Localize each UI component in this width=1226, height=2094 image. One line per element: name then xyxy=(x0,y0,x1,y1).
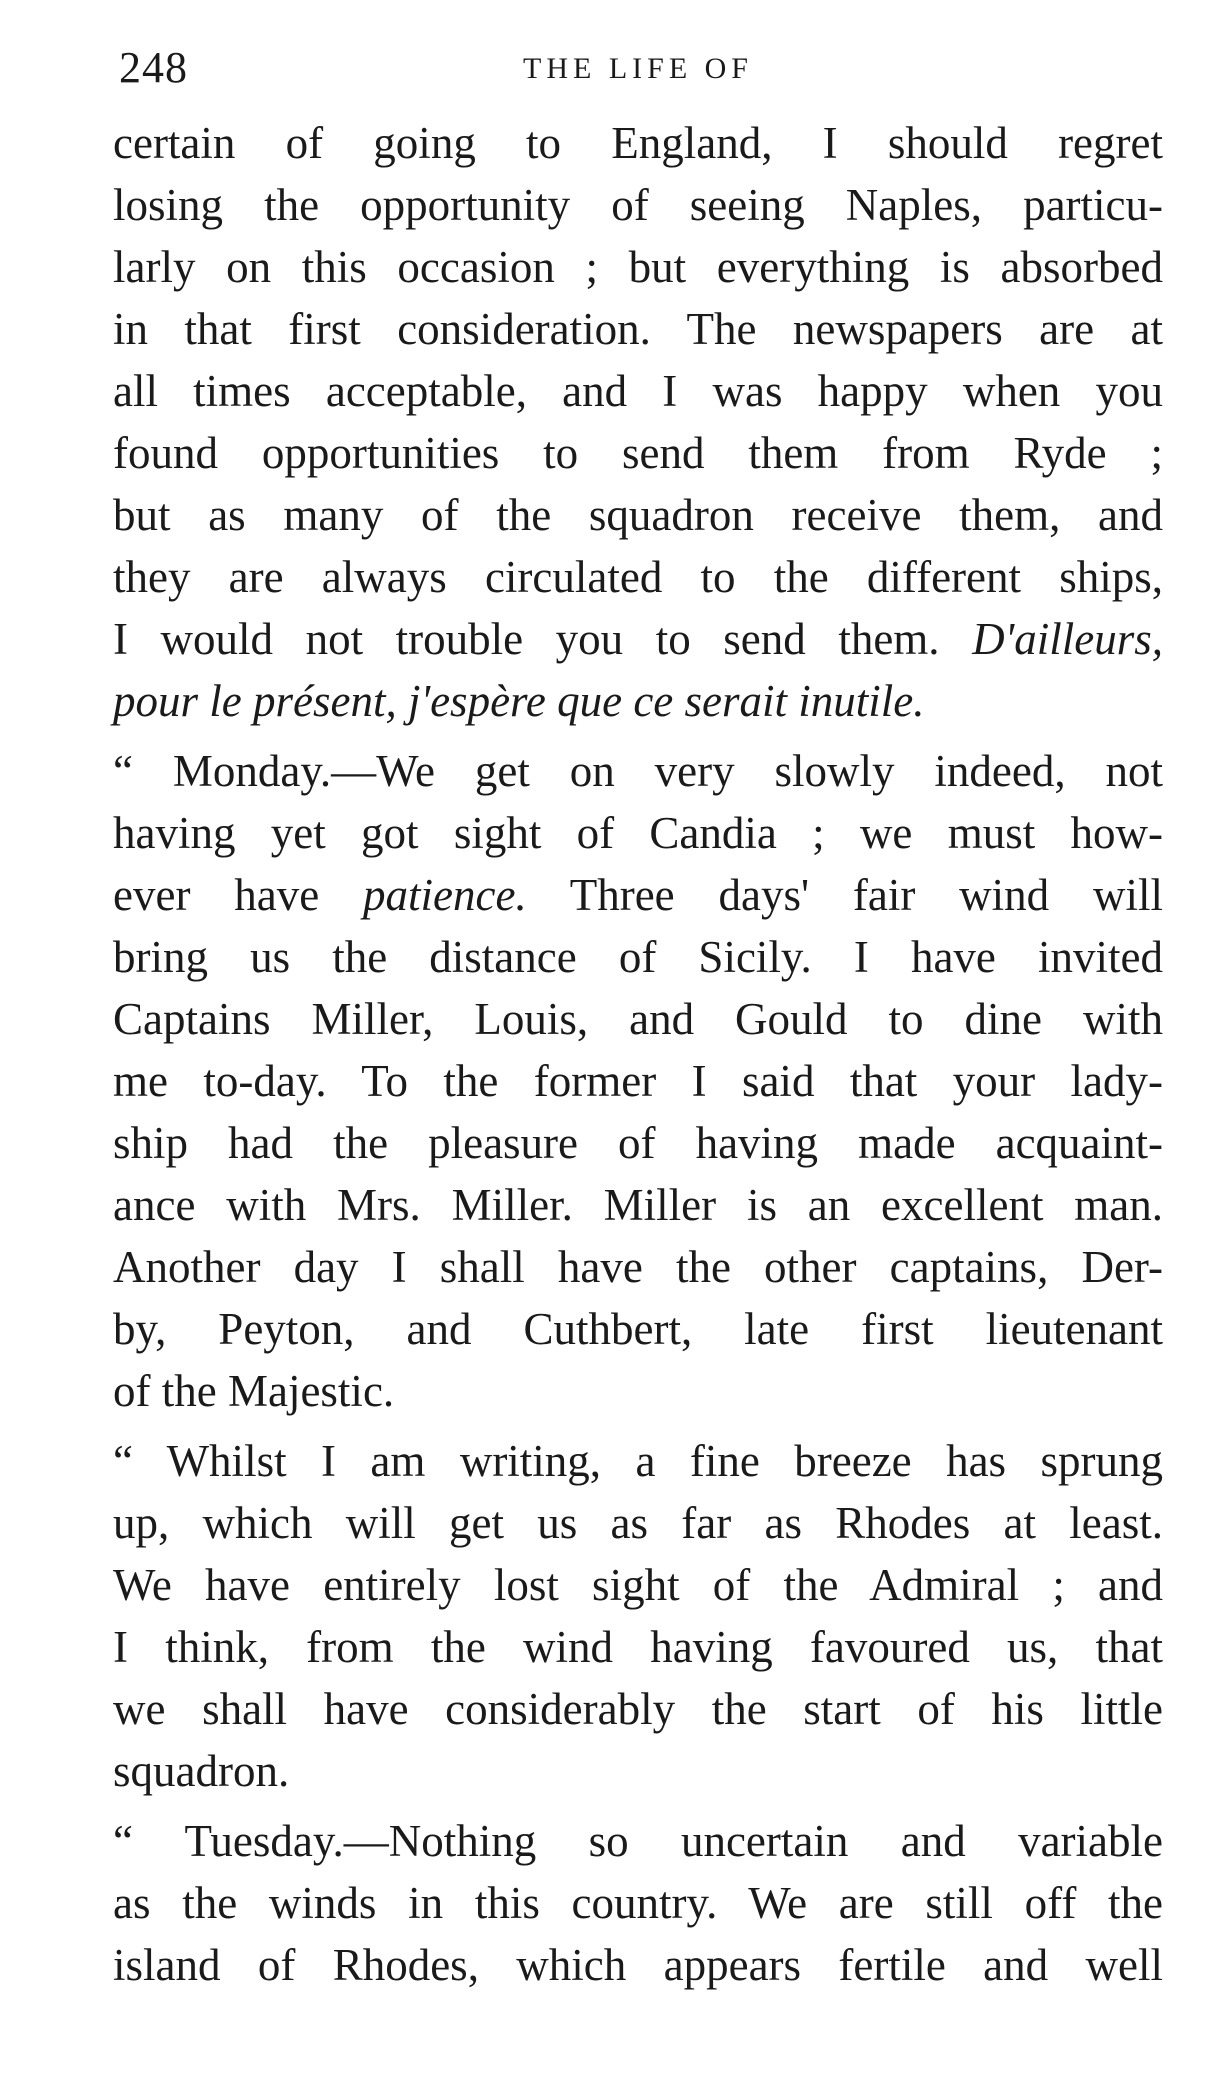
italic-phrase: patience. xyxy=(363,870,527,920)
text-line: island of Rhodes, which appears fertile and well xyxy=(113,1940,1163,1990)
text-line: Another day I shall have the other captains, Der- xyxy=(113,1242,1163,1292)
text-line: up, which will get us as far as Rhodes at least. xyxy=(113,1498,1163,1548)
paragraph-2 xyxy=(113,740,1163,1422)
text-line: Captains Miller, Louis, and Gould to dine with xyxy=(113,994,1163,1044)
body-text xyxy=(113,112,1163,1996)
italic-phrase: D'ailleurs, xyxy=(972,614,1164,664)
text-line: we shall have considerably the start of his little xyxy=(113,1684,1163,1734)
text-line: “ Monday.—We get on very slowly indeed, not xyxy=(113,746,1163,796)
text-segment: Three days' fair wind will xyxy=(526,870,1163,920)
text-line: as the winds in this country. We are still off the xyxy=(113,1878,1163,1928)
italic-line: pour le présent, j'espère que ce serait inutile. xyxy=(113,676,925,726)
text-line: losing the opportunity of seeing Naples, particu- xyxy=(113,180,1163,230)
text-line: bring us the distance of Sicily. I have invited xyxy=(113,932,1163,982)
text-line: larly on this occasion ; but everything is absorbed xyxy=(113,242,1163,292)
text-line: me to-day. To the former I said that your lady- xyxy=(113,1056,1163,1106)
text-line: squadron. xyxy=(113,1746,290,1796)
running-head xyxy=(113,38,1163,98)
running-title: THE LIFE OF xyxy=(523,52,753,85)
text-line: “ Tuesday.—Nothing so uncertain and variable xyxy=(113,1816,1163,1866)
text-segment: ever have xyxy=(113,870,364,920)
text-line: ance with Mrs. Miller. Miller is an excellent man. xyxy=(113,1180,1163,1230)
text-line: certain of going to England, I should regret xyxy=(113,118,1163,168)
paragraph-4 xyxy=(113,1810,1163,1996)
text-line xyxy=(113,864,1163,926)
text-line: We have entirely lost sight of the Admiral ; and xyxy=(113,1560,1163,1610)
text-line: having yet got sight of Candia ; we must how- xyxy=(113,808,1163,858)
paragraph-1 xyxy=(113,112,1163,732)
text-line: ship had the pleasure of having made acquaint- xyxy=(113,1118,1163,1168)
paragraph-3 xyxy=(113,1430,1163,1802)
text-line: but as many of the squadron receive them, and xyxy=(113,490,1163,540)
text-line: I think, from the wind having favoured us, that xyxy=(113,1622,1163,1672)
text-line: they are always circulated to the different ships, xyxy=(113,552,1163,602)
text-line: by, Peyton, and Cuthbert, late first lieutenant xyxy=(113,1304,1163,1354)
text-line: of the Majestic. xyxy=(113,1366,395,1416)
text-line: found opportunities to send them from Ryde ; xyxy=(113,428,1163,478)
text-line: all times acceptable, and I was happy when you xyxy=(113,366,1163,416)
text-segment: I would not trouble you to send them. xyxy=(113,614,940,664)
page-number: 248 xyxy=(119,43,188,92)
text-line xyxy=(113,608,1163,670)
text-line: “ Whilst I am writing, a fine breeze has sprung xyxy=(113,1436,1163,1486)
text-line: in that first consideration. The newspapers are at xyxy=(113,304,1163,354)
